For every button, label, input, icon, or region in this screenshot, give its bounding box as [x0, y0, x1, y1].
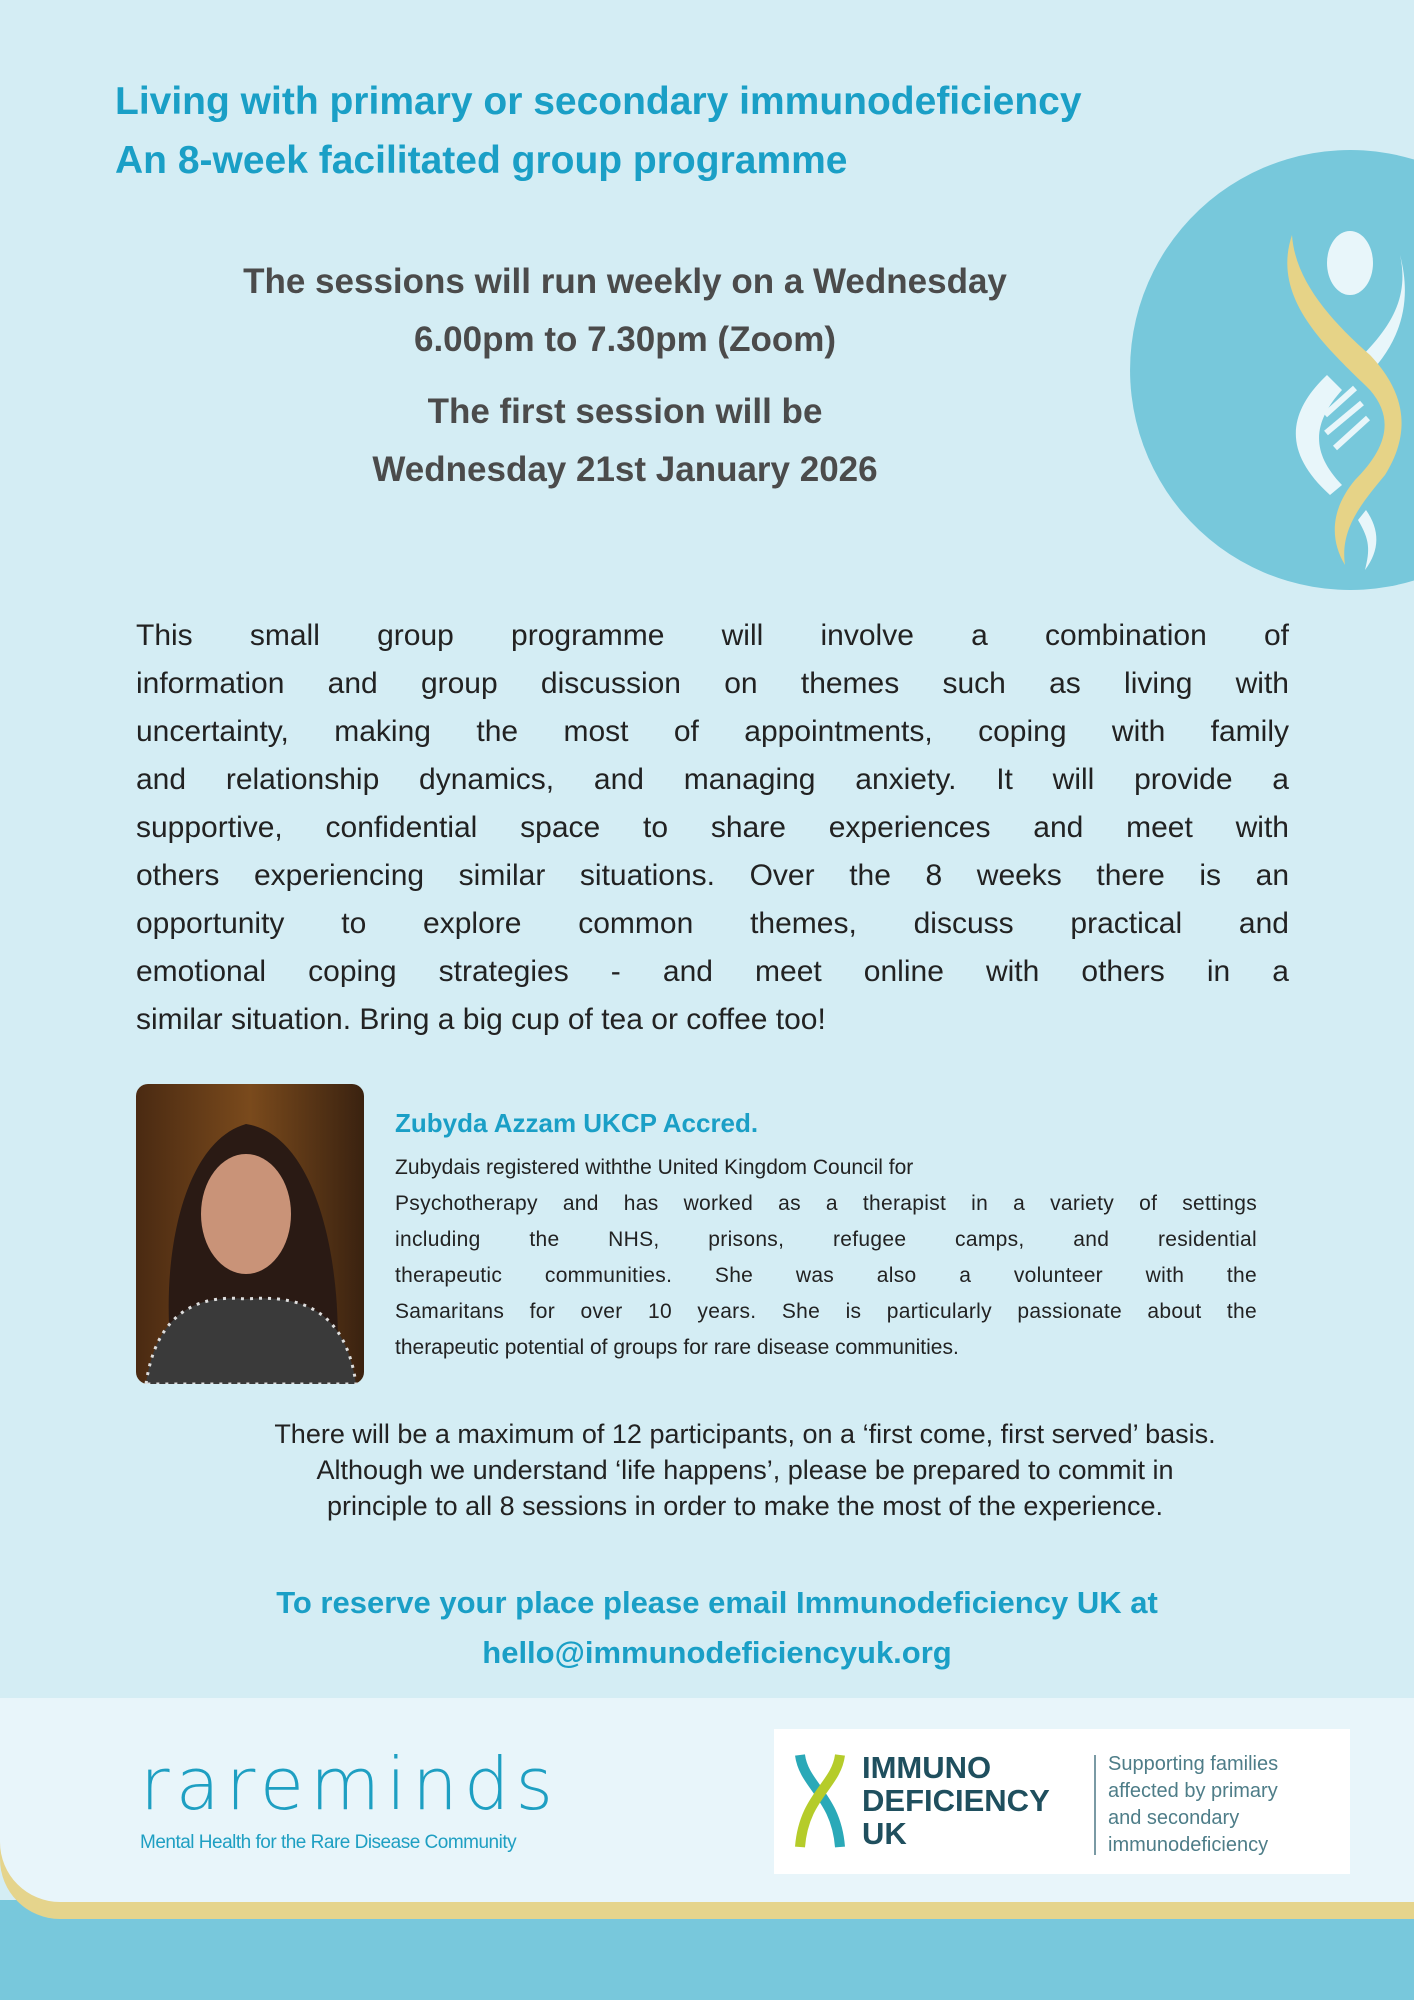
- description-line: similar situation. Bring a big cup of tea or coffee too!: [136, 1003, 826, 1036]
- first-session-label: The first session will be: [427, 392, 823, 431]
- iuk-tagline-line: and secondary: [1108, 1807, 1240, 1829]
- bio-line: Samaritans for over 10 years. She is particularly passionate about the: [395, 1300, 1257, 1323]
- subtitle-line: An 8-week facilitated group programme: [115, 139, 848, 182]
- facilitator-name: Zubyda Azzam UKCP Accred.: [395, 1108, 759, 1138]
- iuk-name-line: IMMUNO: [862, 1750, 992, 1785]
- iuk-name-line: DEFICIENCY: [862, 1783, 1050, 1818]
- description: [136, 612, 1289, 1044]
- facilitator-bio: [395, 1150, 1257, 1366]
- dna-person-icon: [1130, 150, 1414, 590]
- schedule-line: The sessions will run weekly on a Wednesday: [243, 262, 1007, 301]
- rareminds-logo: rareminds: [140, 1742, 560, 1826]
- divider: [1094, 1755, 1096, 1855]
- bio-line: therapeutic potential of groups for rare disease communities.: [395, 1336, 959, 1359]
- facilitator-photo: [136, 1084, 364, 1384]
- description-line: This small group programme will involve a combination of: [136, 619, 1289, 652]
- description-line: uncertainty, making the most of appointments, coping with family: [136, 715, 1289, 748]
- iuk-tagline: [1108, 1751, 1278, 1859]
- description-line: information and group discussion on themes such as living with: [136, 667, 1289, 700]
- bio-line: Zubydais registered withthe United Kingdom Council for: [395, 1156, 914, 1179]
- reserve-text: To reserve your place please email Immunodeficiency UK at: [276, 1585, 1158, 1620]
- iuk-tagline-line: Supporting families: [1108, 1753, 1279, 1775]
- bio-line: Psychotherapy and has worked as a therapist in a variety of settings: [395, 1192, 1257, 1215]
- description-line: others experiencing similar situations. Over the 8 weeks there is an: [136, 859, 1289, 892]
- iuk-name: [862, 1751, 1050, 1850]
- schedule-time: 6.00pm to 7.30pm (Zoom): [413, 320, 837, 359]
- participants-line: There will be a maximum of 12 participants, on a ‘first come, first served’ basis.: [274, 1419, 1216, 1449]
- rareminds-tagline: Mental Health for the Rare Disease Community: [140, 1832, 517, 1853]
- description-line: supportive, confidential space to share experiences and meet with: [136, 811, 1289, 844]
- first-session-date: Wednesday 21st January 2026: [372, 450, 878, 489]
- participants-line: principle to all 8 sessions in order to make the most of the experience.: [327, 1491, 1163, 1521]
- description-line: and relationship dynamics, and managing anxiety. It will provide a: [136, 763, 1289, 796]
- participants-note: [160, 1416, 1330, 1524]
- bio-line: including the NHS, prisons, refugee camps, and residential: [395, 1228, 1257, 1251]
- reserve-cta: [20, 1578, 1414, 1678]
- bio-line: therapeutic communities. She was also a volunteer with the: [395, 1264, 1257, 1287]
- reserve-email-link[interactable]: hello@immunodeficiencyuk.org: [482, 1635, 952, 1670]
- page-title: [115, 72, 1082, 190]
- participants-line: Although we understand ‘life happens’, please be prepared to commit in: [316, 1455, 1174, 1485]
- iuk-tagline-line: affected by primary: [1108, 1780, 1278, 1802]
- description-line: opportunity to explore common themes, discuss practical and: [136, 907, 1289, 940]
- iuk-name-line: UK: [862, 1816, 907, 1851]
- iuk-tagline-line: immunodeficiency: [1108, 1834, 1269, 1856]
- title-line: Living with primary or secondary immunodeficiency: [115, 80, 1082, 123]
- dna-helix-icon: [794, 1751, 846, 1851]
- immunodeficiency-uk-logo: [774, 1729, 1350, 1874]
- description-line: emotional coping strategies - and meet online with others in a: [136, 955, 1289, 988]
